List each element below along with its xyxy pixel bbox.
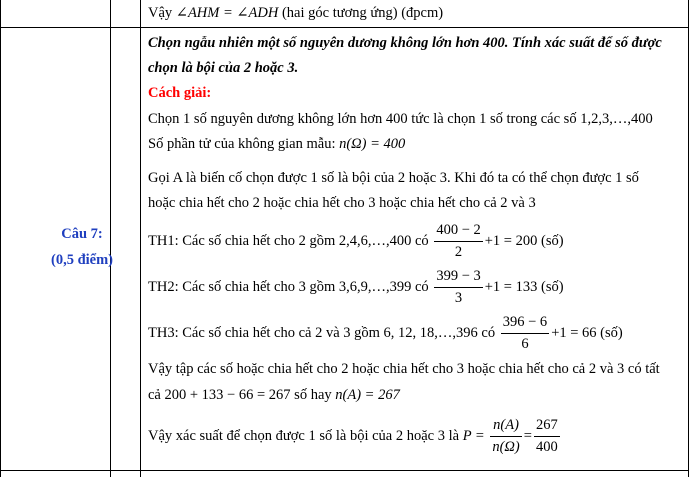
math-expression: ∠AHM = ∠ADH [175, 5, 279, 21]
table-border-col2 [140, 0, 141, 477]
fraction-numerator: 267 [534, 417, 560, 437]
math-expression: +1 = 66 [551, 325, 597, 341]
fraction-denominator: 2 [454, 244, 463, 261]
solution-heading: Cách giải: [148, 85, 212, 101]
unit-text: (số) [540, 233, 564, 249]
row-1-line [148, 3, 443, 23]
fraction [434, 222, 482, 261]
text: Vậy xác suất để chọn được 1 số là bội của 2 hoặc 3 là [148, 428, 460, 444]
math-expression: = [523, 428, 532, 444]
solution-line-4: hoặc chia hết cho 2 hoặc chia hết cho 3 hoặc chia hết cho cả 2 và 3 [148, 195, 536, 211]
math-expression: n(A) = 267 [335, 387, 400, 403]
table-border-left [0, 0, 1, 477]
question-label: Câu 7: [61, 226, 103, 242]
text: TH1: Các số chia hết cho 2 gồm 2,4,6,…,400 có [148, 233, 429, 249]
fraction [534, 417, 560, 456]
prompt-line-1: Chọn ngẫu nhiên một số nguyên dương không lớn hơn 400. Tính xác suất để số được [148, 35, 662, 51]
text: (hai góc tương ứng) (đpcm) [281, 5, 444, 21]
text: số hay [294, 387, 332, 403]
unit-text: (số) [600, 325, 623, 341]
text: TH2: Các số chia hết cho 3 gồm 3,6,9,…,399 có [148, 279, 429, 295]
fraction-numerator: 396 − 6 [501, 314, 549, 334]
case-3-line [148, 311, 623, 355]
text: cả [148, 387, 161, 403]
unit-text: (số) [540, 279, 564, 295]
math-expression: n(Ω) = 400 [339, 136, 406, 152]
fraction [490, 417, 521, 456]
table-border-bottom [0, 470, 689, 471]
text: Vậy [148, 5, 173, 21]
fraction-denominator: n(Ω) [492, 439, 520, 456]
case-1-line [148, 219, 564, 263]
fraction-denominator: 400 [535, 439, 558, 456]
fraction [434, 268, 482, 307]
fraction-numerator: 399 − 3 [434, 268, 482, 288]
fraction-numerator: n(A) [490, 417, 521, 437]
math-expression: P = [462, 428, 485, 444]
table-row-divider [0, 27, 689, 28]
text: Số phần tử của không gian mẫu: [148, 136, 336, 152]
table-border-right [688, 0, 689, 477]
text: TH3: Các số chia hết cho cả 2 và 3 gồm 6, 12, 18,…,396 có [148, 325, 496, 341]
solution-line-3: Gọi A là biến cố chọn được 1 số là bội của 2 hoặc 3. Khi đó ta có thể chọn được 1 số [148, 170, 639, 186]
solution-line-2 [148, 134, 405, 154]
prompt-line-2: chọn là bội của 2 hoặc 3. [148, 60, 299, 76]
solution-line-1: Chọn 1 số nguyên dương không lớn hơn 400 tức là chọn 1 số trong các số 1,2,3,…,400 [148, 111, 653, 127]
math-expression: +1 = 133 [484, 279, 538, 295]
math-expression: 200 + 133 − 66 = 267 [164, 387, 291, 403]
case-2-line [148, 265, 564, 309]
solution-line-9 [148, 385, 400, 405]
math-expression: +1 = 200 [484, 233, 538, 249]
fraction-denominator: 6 [521, 336, 529, 353]
fraction-numerator: 400 − 2 [434, 222, 482, 242]
fraction [501, 314, 549, 353]
fraction-denominator: 3 [454, 290, 463, 307]
question-points: (0,5 điểm) [50, 252, 113, 268]
final-answer-line [148, 413, 562, 459]
solution-line-8: Vậy tập các số hoặc chia hết cho 2 hoặc chia hết cho 3 hoặc chia hết cho cả 2 và 3 có tất [148, 361, 660, 377]
